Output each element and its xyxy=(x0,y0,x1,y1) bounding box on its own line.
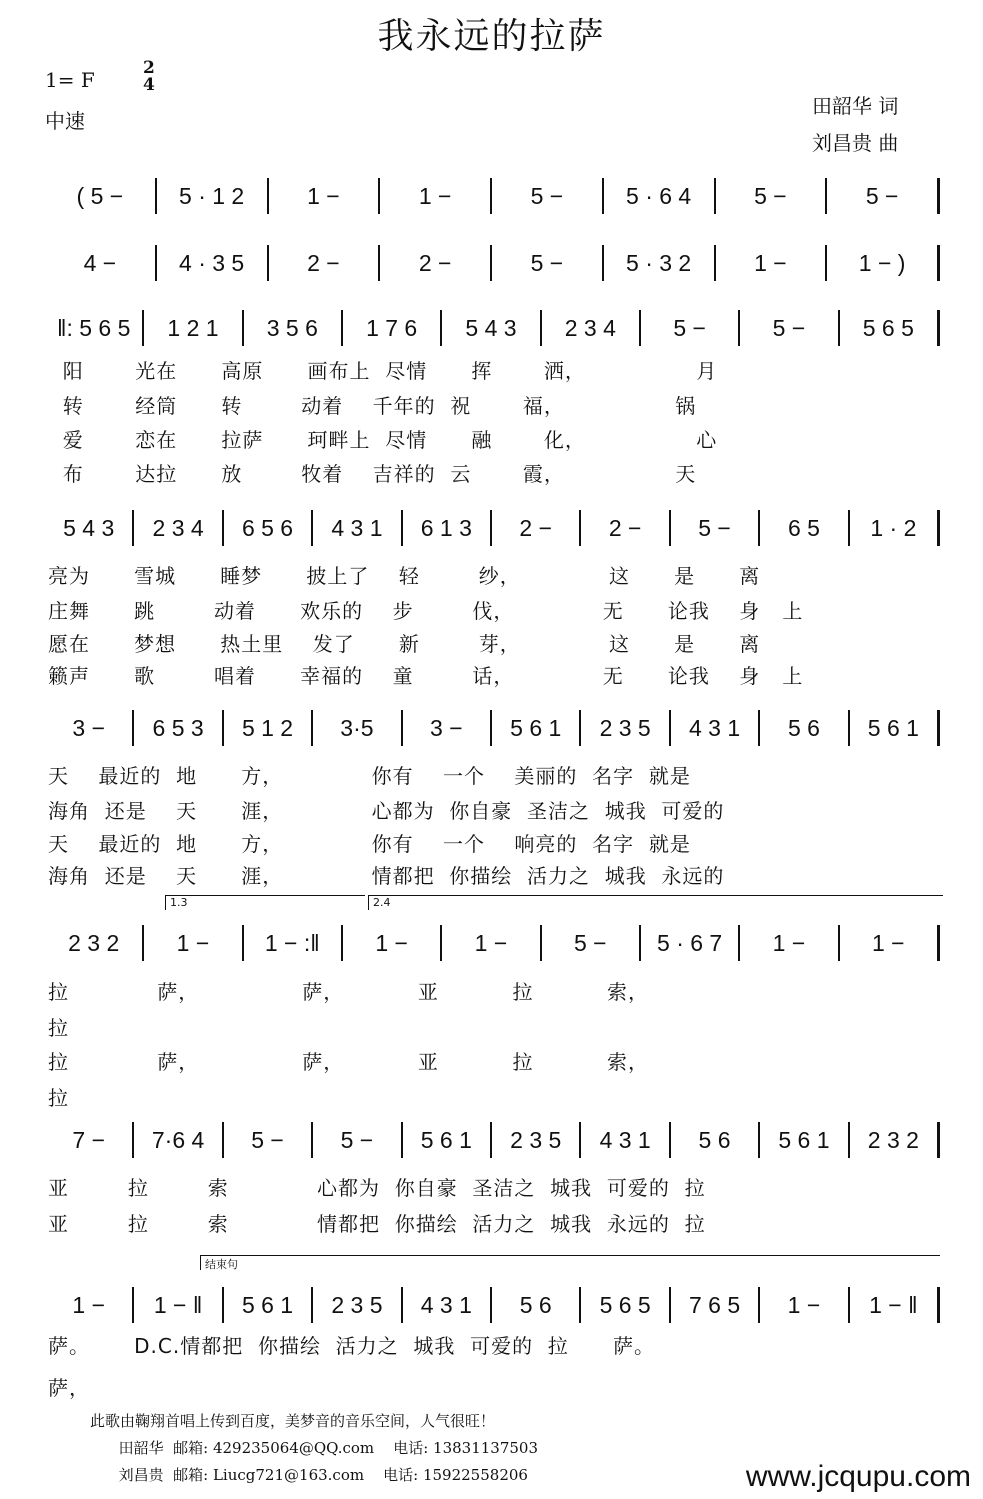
measure: 5 − xyxy=(542,925,641,961)
lyric-line: 庄舞 跳 动着 欢乐的 步 伐， 无 论我 身 上 xyxy=(48,599,804,623)
measure: 2 3 4 xyxy=(542,310,641,346)
lyric-line: 转 经筒 转 动着 千年的 祝 福， 锅 xyxy=(48,394,697,418)
notation-row xyxy=(45,245,940,281)
lyric-line: 海角 还是 天 涯， 情都把 你描绘 活力之 城我 永远的 xyxy=(48,864,725,888)
lyric-line: 拉 xyxy=(48,1086,69,1110)
measure: 5 6 1 xyxy=(224,1287,313,1323)
notation-row xyxy=(45,310,940,346)
lyric-line: 亮为 雪城 睡梦 披上了 轻 纱， 这 是 离 xyxy=(48,564,761,588)
lyric-line: 拉 xyxy=(48,1016,69,1040)
lyric-line: 亚 拉 索 情都把 你描绘 活力之 城我 永远的 拉 xyxy=(48,1212,706,1236)
measure: 5 · 1 2 xyxy=(157,178,269,214)
measure: 5 − xyxy=(641,310,740,346)
measure: 5 6 5 xyxy=(840,310,940,346)
measure: 1 − xyxy=(343,925,442,961)
measure: 6 5 3 xyxy=(134,710,223,746)
measure: 2 3 4 xyxy=(134,510,223,546)
lyric-line: 天 最近的 地 方， 你有 一个 响亮的 名字 就是 xyxy=(48,832,691,856)
notation-row xyxy=(45,178,940,214)
lyric-line: 拉 萨， 萨， 亚 拉 索， xyxy=(48,1050,650,1074)
measure: 3 5 6 xyxy=(244,310,343,346)
measure: 6 1 3 xyxy=(403,510,492,546)
measure: 2 − xyxy=(269,245,381,281)
measure: 1 − ) xyxy=(827,245,940,281)
measure: 5 6 5 xyxy=(581,1287,670,1323)
measure: 1 − xyxy=(380,178,492,214)
measure: 2 3 5 xyxy=(492,1122,581,1158)
measure: 5 · 3 2 xyxy=(604,245,716,281)
notation-row xyxy=(45,1287,940,1323)
watermark: www.jcqupu.com xyxy=(745,1460,971,1493)
lyric-line: 萨。 D.C.情都把 你描绘 活力之 城我 可爱的 拉 萨。 xyxy=(48,1334,655,1358)
measure: 5 − xyxy=(740,310,839,346)
measure: 5 4 3 xyxy=(45,510,134,546)
measure: 2 − xyxy=(380,245,492,281)
measure: 1 − xyxy=(144,925,243,961)
tempo-marking: 中速 xyxy=(45,109,85,133)
lyric-line: 拉 萨， 萨， 亚 拉 索， xyxy=(48,980,650,1004)
lyric-line: 愿在 梦想 热土里 发了 新 芽， 这 是 离 xyxy=(48,632,761,656)
footer-line: 田韶华 邮箱: 429235064@QQ.com 电话: 13831137503 xyxy=(90,1439,539,1457)
measure: 7 − xyxy=(45,1122,134,1158)
volta-bracket: 1.3 xyxy=(165,895,365,910)
measure: 2 − xyxy=(581,510,670,546)
volta-bracket: 2.4 xyxy=(368,895,943,910)
measure: 1 − :‖ xyxy=(244,925,343,961)
measure: 3·5 xyxy=(313,710,402,746)
notation-row xyxy=(45,1122,940,1158)
lyric-line: 萨， xyxy=(48,1376,90,1400)
measure: 4 3 1 xyxy=(403,1287,492,1323)
measure: 2 − xyxy=(492,510,581,546)
measure: 5 − xyxy=(313,1122,402,1158)
lyric-line: 阳 光在 高原 画布上 尽情 挥 洒， 月 xyxy=(48,359,718,383)
lyric-line: 天 最近的 地 方， 你有 一个 美丽的 名字 就是 xyxy=(48,764,691,788)
measure: 5 · 6 7 xyxy=(641,925,740,961)
measure: 1 2 1 xyxy=(144,310,243,346)
measure: 6 5 6 xyxy=(224,510,313,546)
measure: 1 − xyxy=(716,245,828,281)
measure: 4 3 1 xyxy=(313,510,402,546)
measure: 1 − xyxy=(840,925,940,961)
measure: 7 6 5 xyxy=(671,1287,760,1323)
lyric-line: 海角 还是 天 涯， 心都为 你自豪 圣洁之 城我 可爱的 xyxy=(48,799,725,823)
measure: 4 − xyxy=(45,245,157,281)
footer-line: 此歌由鞠翔首唱上传到百度，美梦音的音乐空间，人气很旺！ xyxy=(90,1412,496,1430)
lyric-line: 籁声 歌 唱着 幸福的 童 话， 无 论我 身 上 xyxy=(48,664,804,688)
measure: 5 − xyxy=(827,178,940,214)
measure: 5 − xyxy=(671,510,760,546)
measure: 5 6 xyxy=(492,1287,581,1323)
measure: 5 6 1 xyxy=(403,1122,492,1158)
time-signature xyxy=(143,60,155,94)
measure: 2 3 5 xyxy=(581,710,670,746)
measure: 2 3 2 xyxy=(45,925,144,961)
measure: 5 − xyxy=(492,245,604,281)
measure: 4 3 1 xyxy=(671,710,760,746)
time-top: 2 xyxy=(143,58,155,78)
notation-row xyxy=(45,510,940,546)
measure: 5 1 2 xyxy=(224,710,313,746)
song-title: 我永远的拉萨 xyxy=(377,16,606,57)
coda-bracket: 结束句 xyxy=(200,1255,940,1270)
measure: 5 − xyxy=(492,178,604,214)
measure: ( 5 − xyxy=(45,178,157,214)
measure: 2 3 5 xyxy=(313,1287,402,1323)
measure: 5 4 3 xyxy=(442,310,541,346)
lyric-line: 布 达拉 放 牧着 吉祥的 云 霞， 天 xyxy=(48,462,697,486)
footer-note xyxy=(90,1408,538,1489)
time-bottom: 4 xyxy=(143,75,155,95)
key-signature: 1= F xyxy=(45,68,95,92)
measure: ‖: 5 6 5 xyxy=(45,310,144,346)
measure: 6 5 xyxy=(760,510,849,546)
measure: 2 3 2 xyxy=(850,1122,940,1158)
measure: 1 − ‖ xyxy=(850,1287,940,1323)
measure: 1 · 2 xyxy=(850,510,940,546)
measure: 5 6 1 xyxy=(850,710,940,746)
lyricist-credit: 田韶华 词 xyxy=(812,94,899,118)
measure: 5 6 xyxy=(760,710,849,746)
measure: 1 − ‖ xyxy=(134,1287,223,1323)
measure: 4 3 1 xyxy=(581,1122,670,1158)
measure: 1 − xyxy=(760,1287,849,1323)
notation-row xyxy=(45,710,940,746)
measure: 5 6 1 xyxy=(492,710,581,746)
measure: 5 6 xyxy=(671,1122,760,1158)
measure: 5 · 6 4 xyxy=(604,178,716,214)
notation-row xyxy=(45,925,940,961)
measure: 1 7 6 xyxy=(343,310,442,346)
measure: 5 − xyxy=(716,178,828,214)
lyric-line: 爱 恋在 拉萨 珂畔上 尽情 融 化， 心 xyxy=(48,428,718,452)
lyric-line: 亚 拉 索 心都为 你自豪 圣洁之 城我 可爱的 拉 xyxy=(48,1176,706,1200)
measure: 3 − xyxy=(403,710,492,746)
composer-credit: 刘昌贵 曲 xyxy=(812,131,899,155)
measure: 7·6 4 xyxy=(134,1122,223,1158)
measure: 1 − xyxy=(45,1287,134,1323)
footer-line: 刘昌贵 邮箱: Liucg721@163.com 电话: 15922558206 xyxy=(90,1466,528,1484)
measure: 4 · 3 5 xyxy=(157,245,269,281)
measure: 3 − xyxy=(45,710,134,746)
measure: 1 − xyxy=(740,925,839,961)
measure: 1 − xyxy=(269,178,381,214)
measure: 1 − xyxy=(442,925,541,961)
measure: 5 6 1 xyxy=(760,1122,849,1158)
measure: 5 − xyxy=(224,1122,313,1158)
